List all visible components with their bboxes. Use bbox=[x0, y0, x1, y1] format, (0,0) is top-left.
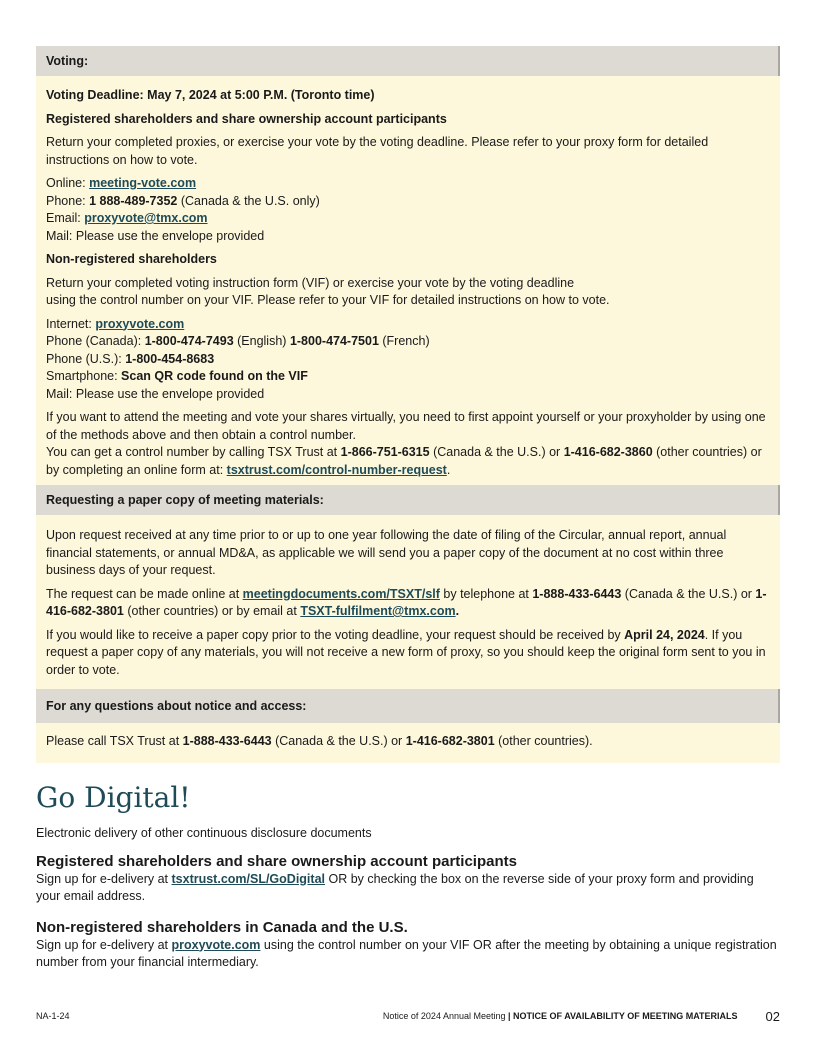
internet-line: Internet: proxyvote.com bbox=[46, 316, 185, 331]
footer-doc-title: Notice of 2024 Annual Meeting bbox=[382, 1011, 506, 1021]
page-number: 02 bbox=[765, 1008, 780, 1024]
questions-section-heading: For any questions about notice and access: bbox=[36, 689, 780, 723]
footer-separator: | bbox=[505, 1011, 514, 1021]
mail2-line: Mail: Please use the envelope provided bbox=[46, 386, 265, 401]
go-digital-title: Go Digital! bbox=[36, 781, 191, 814]
godigital-link[interactable]: tsxtrust.com/SL/GoDigital bbox=[171, 871, 325, 886]
proxyvote-digital-link[interactable]: proxyvote.com bbox=[171, 937, 261, 952]
voting-section-heading: Voting: bbox=[36, 46, 780, 76]
virtual-text-2: You can get a control number by calling TSX Trust at 1-866-751-6315 (Canada & the U.S.) or 1-416-682-3860 (other countries) or by completing an online form at: tsxtrust.com/control-number-request. bbox=[46, 445, 762, 477]
registered-heading: Registered shareholders and share ownership account participants bbox=[46, 111, 447, 126]
digital-registered-heading: Registered shareholders and share ownership account participants bbox=[36, 852, 517, 870]
nonreg-text-1: Return your completed voting instruction form (VIF) or exercise your vote by the voting deadline bbox=[46, 275, 575, 290]
nonreg-heading: Non-registered shareholders bbox=[46, 252, 217, 266]
phone-us-line: Phone (U.S.): 1-800-454-8683 bbox=[46, 351, 215, 366]
questions-text: Please call TSX Trust at 1-888-433-6443 (Canada & the U.S.) or 1-416-682-3801 (other countries). bbox=[46, 734, 593, 748]
meetingdocuments-link[interactable]: meetingdocuments.com/TSXT/slf bbox=[242, 586, 440, 601]
paper-text-2: The request can be made online at meetingdocuments.com/TSXT/slf by telephone at 1-888-433-6443 (Canada & the U.S.) or 1-416-682-3801 (other countries) or by email at TSXT-fulfilment@tmx.com. bbox=[46, 586, 767, 618]
digital-registered-text: Sign up for e-delivery at tsxtrust.com/SL/GoDigital OR by checking the box on the reverse side of your proxy form and providing your email address. bbox=[36, 871, 754, 903]
online-line: Online: meeting-vote.com bbox=[46, 176, 197, 190]
email-link[interactable]: proxyvote@tmx.com bbox=[84, 211, 208, 225]
online-link[interactable]: meeting-vote.com bbox=[89, 176, 197, 190]
control-number-link[interactable]: tsxtrust.com/control-number-request bbox=[226, 462, 447, 477]
internet-link[interactable]: proxyvote.com bbox=[95, 316, 185, 331]
virtual-text-1: If you want to attend the meeting and vote your shares virtually, you need to first appoint yourself or your proxyholder by using one of the methods above and then obtain a control number. bbox=[46, 410, 766, 442]
paper-text-1: Upon request received at any time prior to or up to one year following the date of filing of the Circular, annual report, annual financial statements, or annual MD&A, as applicable we will send you a paper copy of the document at no cost within three business days of your request. bbox=[46, 528, 727, 577]
paper-section-heading: Requesting a paper copy of meeting materials: bbox=[36, 485, 780, 515]
footer-section: NOTICE OF AVAILABILITY OF MEETING MATERIALS bbox=[513, 1011, 738, 1021]
nonreg-text-2: using the control number on your VIF. Please refer to your VIF for detailed instructions on how to vote. bbox=[46, 293, 610, 307]
fulfilment-email-link[interactable]: TSXT-fulfilment@tmx.com bbox=[300, 604, 456, 618]
mail-line: Mail: Please use the envelope provided bbox=[46, 228, 265, 243]
paper-section bbox=[36, 515, 780, 689]
smartphone-line: Smartphone: Scan QR code found on the VIF bbox=[46, 369, 308, 383]
email-line: Email: proxyvote@tmx.com bbox=[46, 211, 208, 225]
phone-line: Phone: 1 888-489-7352 (Canada & the U.S. only) bbox=[46, 193, 320, 208]
page-footer bbox=[36, 1008, 780, 1024]
phone-canada-line: Phone (Canada): 1-800-474-7493 (English) 1-800-474-7501 (French) bbox=[46, 334, 430, 348]
paper-text-3: If you would like to receive a paper copy prior to the voting deadline, your request should be received by April 24, 2024. If you request a paper copy of any materials, you will not receive a new form of proxy, so you should keep the original form sent to you in order to vote. bbox=[46, 627, 766, 677]
go-digital-subtitle: Electronic delivery of other continuous disclosure documents bbox=[36, 826, 372, 840]
footer-code: NA-1-24 bbox=[36, 1011, 70, 1021]
digital-nonreg-heading: Non-registered shareholders in Canada and the U.S. bbox=[36, 918, 408, 936]
voting-section bbox=[36, 76, 780, 485]
page-content bbox=[36, 46, 780, 972]
questions-section bbox=[36, 723, 780, 763]
digital-nonreg-text: Sign up for e-delivery at proxyvote.com using the control number on your VIF OR after the meeting by obtaining a unique registration number from your financial intermediary. bbox=[36, 937, 777, 969]
registered-text: Return your completed proxies, or exercise your vote by the voting deadline. Please refer to your proxy form for detailed instructions on how to vote. bbox=[46, 135, 709, 167]
voting-deadline: Voting Deadline: May 7, 2024 at 5:00 P.M. (Toronto time) bbox=[46, 88, 375, 102]
